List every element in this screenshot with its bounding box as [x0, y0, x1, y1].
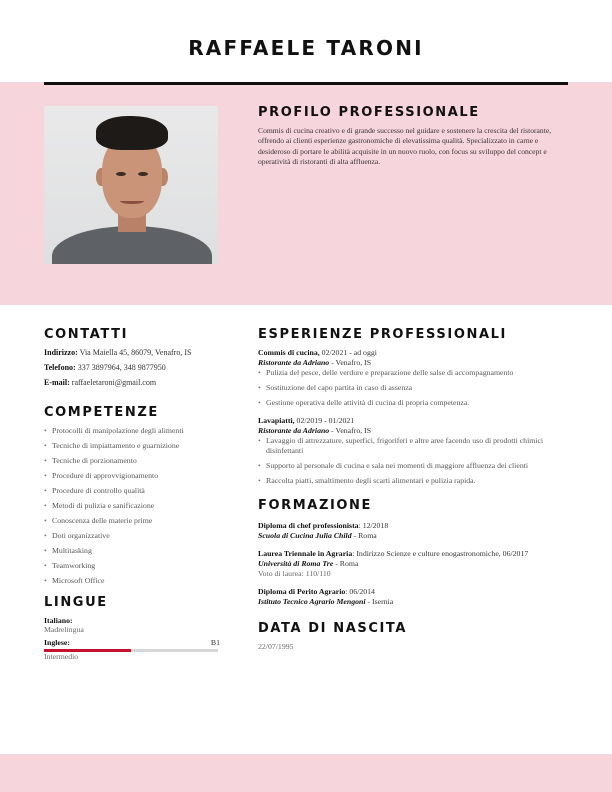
degree-detail: : 06/2014 — [345, 587, 375, 596]
experience-heading: ESPERIENZE PROFESSIONALI — [258, 327, 507, 342]
school-city: - Roma — [351, 531, 377, 540]
job-bullets — [258, 436, 558, 486]
photo-eye — [138, 172, 148, 176]
languages-heading: LINGUE — [44, 595, 108, 610]
education-heading: FORMAZIONE — [258, 498, 373, 513]
language-level: Intermedio — [44, 652, 79, 661]
job-bullet: • Supporto al personale di cucina e sala nei momenti di maggiore affluenza dei clienti — [258, 461, 558, 471]
degree-name: Diploma di chef professionista — [258, 521, 359, 530]
job-entry — [258, 348, 558, 408]
language-level: Madrelingua — [44, 625, 84, 634]
contacts-heading: CONTATTI — [44, 327, 129, 342]
email-link[interactable]: raffaeletaroni@gmail.com — [71, 378, 157, 387]
school-name: Scuola di Cucina Julia Child — [258, 531, 352, 540]
contact-label: Indirizzo: — [44, 348, 78, 357]
photo-eye — [116, 172, 126, 176]
job-entry — [258, 416, 558, 486]
language-progress-fill — [44, 649, 131, 652]
degree-name: Diploma di Perito Agrario — [258, 587, 346, 596]
right-column — [258, 327, 558, 651]
skill-item: • Metodi di pulizia e sanificazione — [44, 501, 220, 516]
skills-heading: COMPETENZE — [44, 405, 159, 420]
skill-item: • Teamworking — [44, 561, 220, 576]
profile-heading: PROFILO PROFESSIONALE — [258, 105, 480, 120]
skill-item: • Conoscenza delle materie prime — [44, 516, 220, 531]
name-header — [0, 0, 612, 82]
degree-detail: : Indirizzo Scienze e culture enogastronomiche, 06/2017 — [352, 549, 529, 558]
language-row — [44, 638, 220, 647]
job-company: Ristorante da Adriano — [258, 358, 330, 367]
skills-list — [44, 426, 220, 591]
degree-name: Laurea Triennale in Agraria — [258, 549, 353, 558]
contact-phone — [44, 363, 220, 372]
left-column — [44, 327, 220, 661]
contact-label: Telefono: — [44, 363, 76, 372]
skill-item: • Multitasking — [44, 546, 220, 561]
job-company: Ristorante da Adriano — [258, 426, 330, 435]
skill-item: • Procedure di controllo qualità — [44, 486, 220, 501]
header-divider — [44, 82, 568, 85]
contact-label: E-mail: — [44, 378, 70, 387]
school-city: - Isernia — [365, 597, 394, 606]
school-name: Istituto Tecnico Agrario Mengoni — [258, 597, 366, 606]
contact-email — [44, 378, 220, 387]
language-name: Inglese: — [44, 638, 70, 647]
job-location: - Venafro, IS — [329, 426, 372, 435]
degree-grade: Voto di laurea: 110/110 — [258, 569, 331, 578]
photo-hair — [96, 116, 168, 150]
candidate-name: RAFFAELE TARONI — [188, 36, 424, 60]
contact-value: 337 3897964, 348 9877950 — [77, 363, 166, 372]
skill-item: • Tecniche di impiattamento e guarnizione — [44, 441, 220, 456]
birthdate-heading: DATA DI NASCITA — [258, 621, 408, 636]
job-role: Lavapiatti, — [258, 416, 295, 425]
job-bullet: • Gestione operativa delle attività di cucina di propria competenza. — [258, 398, 558, 408]
skill-item: • Doti organizzative — [44, 531, 220, 546]
profile-summary: Commis di cucina creativo e di grande successo nel guidare e sostenere la crescita del ristorante, offrendo ai clienti esperienze gastronomiche di elevatissima qualità. Specializzato in carne e desideroso di portare le abilità acquisite in un nuovo ruolo, con focus su sviluppo del concept e operatività di ristoranti di alta affluenza. — [258, 126, 552, 167]
education-entry — [258, 587, 558, 607]
education-entry — [258, 521, 558, 541]
job-dates: 02/2021 - ad oggi — [319, 348, 377, 357]
job-bullet: • Raccolta piatti, smaltimento degli scarti alimentari e pulizia rapida. — [258, 476, 558, 486]
education-entry — [258, 549, 558, 579]
school-city: - Roma — [333, 559, 359, 568]
language-name: Italiano: — [44, 616, 73, 625]
job-dates: 02/2019 - 01/2021 — [294, 416, 355, 425]
skill-item: • Microsoft Office — [44, 576, 220, 591]
skill-item: • Protocolli di manipolazione degli alimenti — [44, 426, 220, 441]
photo-mouth — [120, 198, 144, 204]
skill-item: • Procedure di approvvigionamento — [44, 471, 220, 486]
job-bullet: • Sostituzione del capo partita in caso di assenza — [258, 383, 558, 393]
degree-detail: : 12/2018 — [358, 521, 389, 530]
school-name: Università di Roma Tre — [258, 559, 334, 568]
birthdate-value: 22/07/1995 — [258, 642, 294, 651]
job-bullet: • Pulizia del pesce, delle verdure e preparazione delle salse di accompagnamento — [258, 368, 558, 378]
language-cefr: B1 — [210, 638, 220, 647]
job-role: Commis di cucina, — [258, 348, 320, 357]
footer-band — [0, 754, 612, 792]
contact-address — [44, 348, 220, 357]
skill-item: • Tecniche di porzionamento — [44, 456, 220, 471]
job-location: - Venafro, IS — [329, 358, 372, 367]
job-bullet: • Lavaggio di attrezzature, superfici, frigoriferi e altre aree facendo uso di prodotti chimici disinfettanti — [258, 436, 558, 456]
contact-value: Via Maiella 45, 86079, Venafro, IS — [79, 348, 192, 357]
job-bullets — [258, 368, 558, 408]
profile-photo — [44, 106, 218, 264]
language-progress-bar — [44, 649, 218, 652]
